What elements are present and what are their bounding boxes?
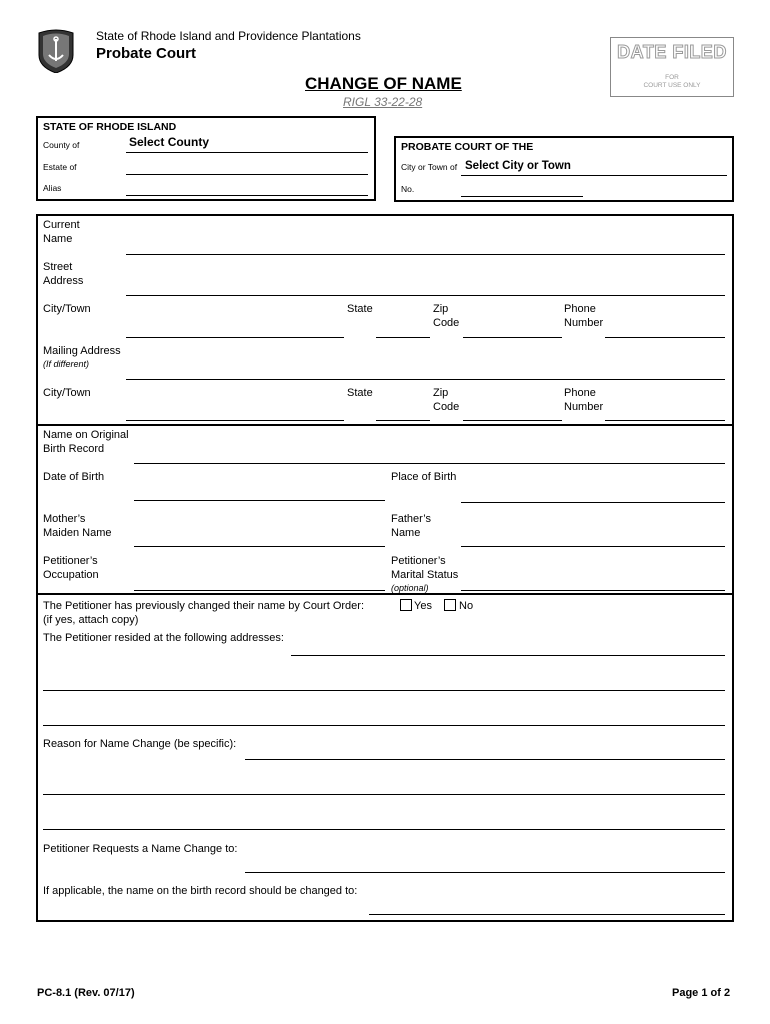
- street-label-1: Street: [43, 261, 73, 273]
- city-town-select[interactable]: Select City or Town: [465, 160, 571, 172]
- requests-field[interactable]: [245, 872, 725, 873]
- occupation-label-2: Occupation: [43, 569, 99, 581]
- county-select[interactable]: Select County: [129, 135, 210, 149]
- zip2-field[interactable]: [463, 420, 562, 421]
- phone2-label-2: Number: [564, 401, 604, 413]
- city-town-line: [461, 175, 727, 176]
- state2-field[interactable]: [376, 420, 430, 421]
- street-label-2: Address: [43, 275, 84, 287]
- county-line: [126, 152, 368, 153]
- phone2-label-1: Phone: [564, 387, 596, 399]
- orig-name-label-2: Birth Record: [43, 443, 105, 455]
- city2-field[interactable]: [126, 420, 344, 421]
- zip-label-1: Zip: [433, 303, 449, 315]
- marital-label-1: Petitioner’s: [391, 555, 446, 567]
- father-label-2: Name: [391, 527, 421, 539]
- number-label: No.: [401, 184, 415, 194]
- alias-label: Alias: [43, 183, 62, 193]
- reason-label: Reason for Name Change (be specific):: [43, 738, 237, 750]
- zip2-label-1: Zip: [433, 387, 449, 399]
- form-id: PC-8.1 (Rev. 07/17): [37, 987, 135, 999]
- county-label: County of: [43, 140, 80, 150]
- date-filed-title: DATE FILED: [617, 42, 727, 62]
- marital-field[interactable]: [461, 590, 725, 591]
- no-checkbox[interactable]: [444, 599, 456, 611]
- orig-name-label-1: Name on Original: [43, 429, 129, 441]
- state-line: State of Rhode Island and Providence Plantations: [96, 29, 361, 43]
- estate-of-label: Estate of: [43, 162, 77, 172]
- dob-field[interactable]: [134, 500, 385, 501]
- main-form-box: [36, 214, 734, 922]
- court-name: Probate Court: [96, 45, 197, 62]
- reason-field-3[interactable]: [43, 829, 725, 830]
- attach-label: (if yes, attach copy): [43, 614, 139, 626]
- estate-of-line: [126, 174, 368, 175]
- state2-label: State: [347, 387, 373, 399]
- zip-label-2: Code: [433, 317, 460, 329]
- city-field[interactable]: [126, 337, 344, 338]
- phone-label-2: Number: [564, 317, 604, 329]
- marital-label-2: Marital Status: [391, 569, 459, 581]
- resided-label: The Petitioner resided at the following addresses:: [43, 632, 284, 644]
- reason-field-2[interactable]: [43, 794, 725, 795]
- estate-heading: STATE OF RHODE ISLAND: [43, 121, 177, 133]
- current-name-label-2: Name: [43, 233, 73, 245]
- mailing-label-2: (If different): [43, 359, 90, 369]
- marital-label-3: (optional): [391, 583, 429, 593]
- state-field[interactable]: [376, 337, 430, 338]
- city2-label: City/Town: [43, 387, 91, 399]
- date-filed-box: [610, 37, 734, 97]
- date-filed-for: FOR: [665, 74, 679, 81]
- current-name-label-1: Current: [43, 219, 80, 231]
- street-field[interactable]: [126, 295, 725, 296]
- dob-label: Date of Birth: [43, 471, 105, 483]
- yes-label: Yes: [414, 600, 432, 612]
- requests-label: Petitioner Requests a Name Change to:: [43, 843, 238, 855]
- statute-reference: RIGL 33-22-28: [343, 95, 423, 109]
- page-title: CHANGE OF NAME: [305, 74, 462, 93]
- pob-field[interactable]: [461, 502, 725, 503]
- yes-checkbox[interactable]: [400, 599, 412, 611]
- mother-label-1: Mother’s: [43, 513, 86, 525]
- reason-field-1[interactable]: [245, 759, 725, 760]
- resided-field-2[interactable]: [43, 690, 725, 691]
- occupation-label-1: Petitioner’s: [43, 555, 98, 567]
- occupation-field[interactable]: [134, 590, 385, 591]
- phone2-field[interactable]: [605, 420, 725, 421]
- section-divider-1: [36, 424, 734, 426]
- mother-field[interactable]: [134, 546, 385, 547]
- zip-field[interactable]: [463, 337, 562, 338]
- date-filed-use: COURT USE ONLY: [643, 82, 701, 89]
- no-label: No: [459, 600, 474, 612]
- mailing-label-1: Mailing Address: [43, 345, 121, 357]
- resided-field-1[interactable]: [291, 655, 725, 656]
- current-name-field[interactable]: [126, 254, 725, 255]
- state-label: State: [347, 303, 373, 315]
- orig-name-field[interactable]: [134, 463, 725, 464]
- zip2-label-2: Code: [433, 401, 460, 413]
- birth-record-label: If applicable, the name on the birth record should be changed to:: [43, 885, 358, 897]
- mother-label-2: Maiden Name: [43, 527, 112, 539]
- alias-line: [126, 195, 368, 196]
- city-label: City/Town: [43, 303, 91, 315]
- mailing-field[interactable]: [126, 379, 725, 380]
- page-number: Page 1 of 2: [672, 987, 731, 999]
- rhode-island-seal-icon: [37, 27, 75, 73]
- birth-record-field[interactable]: [369, 914, 725, 915]
- court-heading: PROBATE COURT OF THE: [401, 141, 534, 153]
- pob-label: Place of Birth: [391, 471, 457, 483]
- phone-field[interactable]: [605, 337, 725, 338]
- section-divider-2: [36, 593, 734, 595]
- father-label-1: Father’s: [391, 513, 431, 525]
- city-town-label: City or Town of: [401, 162, 458, 172]
- phone-label-1: Phone: [564, 303, 596, 315]
- resided-field-3[interactable]: [43, 725, 725, 726]
- father-field[interactable]: [461, 546, 725, 547]
- number-line: [461, 196, 583, 197]
- prev-change-label: The Petitioner has previously changed their name by Court Order:: [43, 600, 364, 612]
